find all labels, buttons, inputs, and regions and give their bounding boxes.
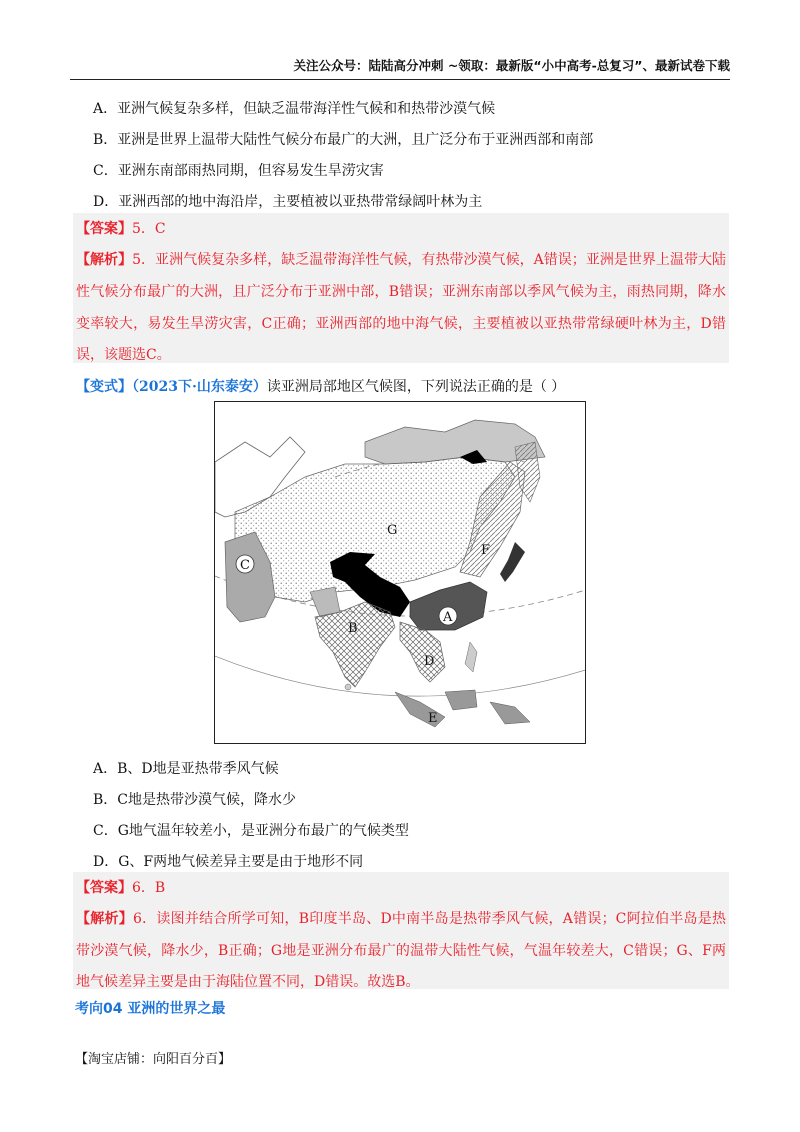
q5-option-a: A．亚洲气候复杂多样，但缺乏温带海洋性气候和和热带沙漠气候 xyxy=(93,101,496,117)
q6-analysis-line-3: 地气候差异主要是由于海陆位置不同，D错误。故选B。 xyxy=(76,974,420,990)
region-d-indochina xyxy=(400,622,445,682)
q5-analysis-line-3: 变率较大，易发生旱涝灾害，C正确；亚洲西部的地中海气候，主要植被以亚热带常绿硬叶林为主，D错 xyxy=(76,316,726,332)
q5-answer xyxy=(76,218,726,238)
sri-lanka xyxy=(345,684,351,690)
label-a: A xyxy=(443,610,453,625)
label-c: C xyxy=(240,558,250,573)
section-title: 考向04 亚洲的世界之最 xyxy=(75,1001,226,1017)
region-e-sumatra xyxy=(395,692,445,727)
q6-answer xyxy=(76,877,726,897)
region-e-newguinea xyxy=(490,702,530,724)
analysis-text: 5．亚洲气候复杂多样，缺乏温带海洋性气候，有热带沙漠气候，A错误；亚洲是世界上温带大陆 xyxy=(132,252,727,268)
label-f: F xyxy=(481,543,491,558)
q6-option-c: C．G地气温年较差小，是亚洲分布最广的气候类型 xyxy=(93,823,409,839)
variant-question xyxy=(76,376,565,396)
q5-option-b: B．亚洲是世界上温带大陆性气候分布最广的大洲，且广泛分布于亚洲西部和南部 xyxy=(93,132,594,148)
region-e-borneo xyxy=(445,690,477,710)
asia-climate-map xyxy=(214,401,586,744)
q5-analysis-line-1 xyxy=(76,249,726,269)
analysis-text: 6．读图并结合所学可知，B印度半岛、D中南半岛是热带季风气候，A错误；C阿拉伯半岛是热 xyxy=(132,911,727,927)
q6-option-b: B．C地是热带沙漠气候，降水少 xyxy=(93,792,296,808)
answer-tag: 【答案】 xyxy=(76,880,132,896)
answer-text: 5．C xyxy=(132,221,166,237)
variant-text: 读亚洲局部地区气候图，下列说法正确的是（ ） xyxy=(266,379,566,395)
q6-analysis-line-2: 带沙漠气候，降水少，B正确；G地是亚洲分布最广的温带大陆性气候，气温年较差大，C错误；G、F两 xyxy=(76,943,726,959)
analysis-tag: 【解析】 xyxy=(76,911,133,927)
variant-source: （2023下·山东泰安） xyxy=(132,379,267,395)
page-footer: 【淘宝店铺：向阳百分百】 xyxy=(75,1052,232,1067)
map-svg xyxy=(215,402,585,743)
q5-analysis-line-2: 性气候分布最广的大洲，且广泛分布于亚洲中部，B错误；亚洲东南部以季风气候为主，雨热同期，降水 xyxy=(76,284,726,300)
region-b-india xyxy=(315,602,395,687)
answer-tag: 【答案】 xyxy=(76,221,132,237)
philippines xyxy=(465,642,477,672)
page-header: 关注公众号：陆陆高分冲刺 ~领取：最新版“小中高考-总复习”、最新试卷下载 xyxy=(70,56,730,80)
analysis-tag: 【解析】 xyxy=(76,252,133,268)
answer-text: 6．B xyxy=(132,880,166,896)
q5-analysis-line-4: 误，该题选C。 xyxy=(76,347,171,363)
q5-option-d: D．亚洲西部的地中海沿岸，主要植被以亚热带常绿阔叶林为主 xyxy=(93,194,483,210)
japan-island xyxy=(500,542,525,582)
label-g: G xyxy=(387,523,398,538)
q5-option-c: C．亚洲东南部雨热同期，但容易发生旱涝灾害 xyxy=(93,163,384,179)
q6-option-a: A．B、D地是亚热带季风气候 xyxy=(93,761,279,777)
variant-tag: 【变式】 xyxy=(76,379,132,395)
q6-option-d: D．G、F两地气候差异主要是由于地形不同 xyxy=(93,854,364,870)
region-west-gray xyxy=(310,587,340,617)
label-b: B xyxy=(348,621,358,636)
q6-analysis-line-1 xyxy=(76,908,726,928)
label-d: D xyxy=(424,654,435,669)
label-e: E xyxy=(428,711,438,726)
equator-line xyxy=(215,652,585,696)
